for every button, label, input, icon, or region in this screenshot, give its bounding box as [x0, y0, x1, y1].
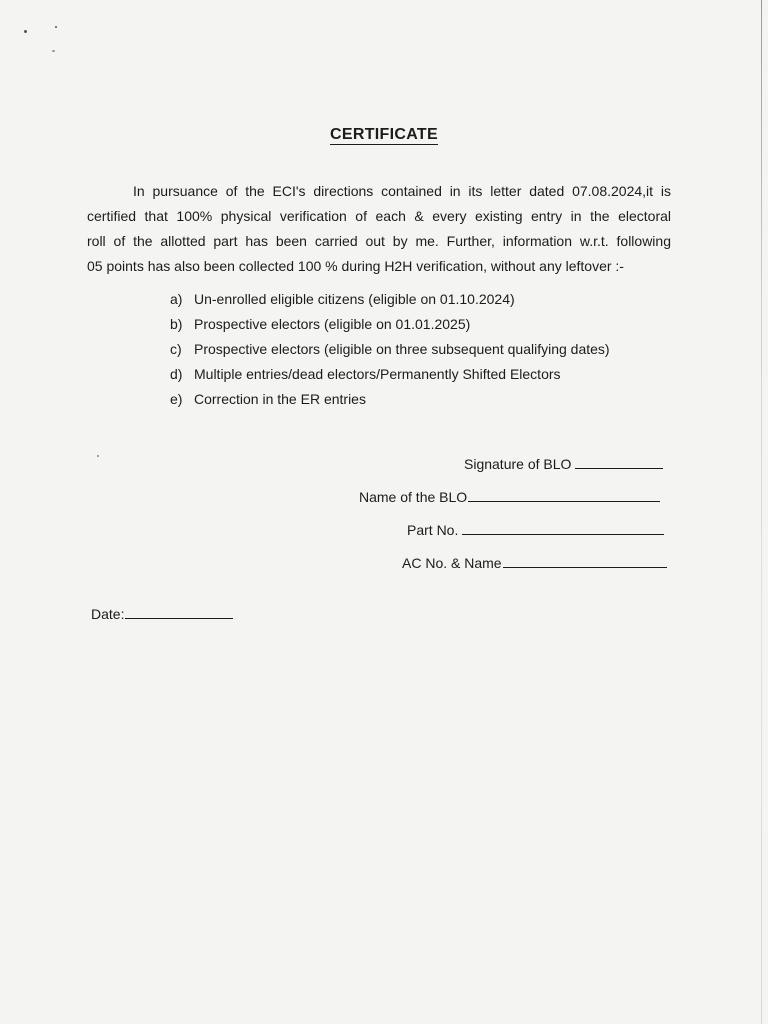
certificate-title [0, 126, 768, 144]
list-item-text: Correction in the ER entries [194, 391, 366, 407]
scan-speck [52, 50, 55, 52]
list-item-label: e) [170, 391, 183, 407]
points-list [170, 287, 610, 412]
date-label: Date: [91, 606, 125, 622]
paragraph-line: roll of the allotted part has been carried out by me. Further, information w.r.t. following [87, 233, 671, 249]
certificate-title-text: CERTIFICATE [330, 126, 438, 143]
list-item [170, 387, 610, 412]
scan-speck [24, 30, 27, 33]
certificate-paragraph [87, 179, 671, 279]
part-no-blank[interactable] [462, 521, 664, 535]
paragraph-line: In pursuance of the ECI's directions contained in its letter dated 07.08.2024,it is [133, 183, 671, 199]
paragraph-line: certified that 100% physical verification of each & every existing entry in the electoral [87, 208, 671, 224]
signature-label: Signature of BLO [464, 456, 572, 472]
date-blank[interactable] [125, 605, 233, 619]
ac-no-label: AC No. & Name [402, 555, 502, 571]
scan-speck [55, 26, 57, 28]
scan-edge [761, 0, 762, 1024]
list-item-label: d) [170, 366, 183, 382]
list-item [170, 312, 610, 337]
scan-speck [97, 455, 99, 457]
signature-field [464, 455, 663, 472]
part-no-label: Part No. [407, 522, 459, 538]
blo-name-blank[interactable] [468, 488, 660, 502]
list-item-text: Prospective electors (eligible on 01.01.2025) [194, 316, 471, 332]
list-item-text: Multiple entries/dead electors/Permanently Shifted Electors [194, 366, 561, 382]
list-item [170, 337, 610, 362]
list-item-label: a) [170, 291, 183, 307]
list-item [170, 287, 610, 312]
list-item-label: b) [170, 316, 183, 332]
list-item [170, 362, 610, 387]
part-no-field [407, 521, 664, 538]
list-item-text: Prospective electors (eligible on three subsequent qualifying dates) [194, 341, 610, 357]
ac-no-blank[interactable] [503, 554, 667, 568]
paragraph-line: 05 points has also been collected 100 % during H2H verification, without any leftover :- [87, 258, 624, 274]
blo-name-field [359, 488, 660, 505]
ac-no-field [402, 554, 667, 571]
list-item-label: c) [170, 341, 182, 357]
list-item-text: Un-enrolled eligible citizens (eligible on 01.10.2024) [194, 291, 515, 307]
blo-name-label: Name of the BLO [359, 489, 468, 505]
signature-blank[interactable] [575, 455, 663, 469]
date-field [91, 605, 233, 622]
